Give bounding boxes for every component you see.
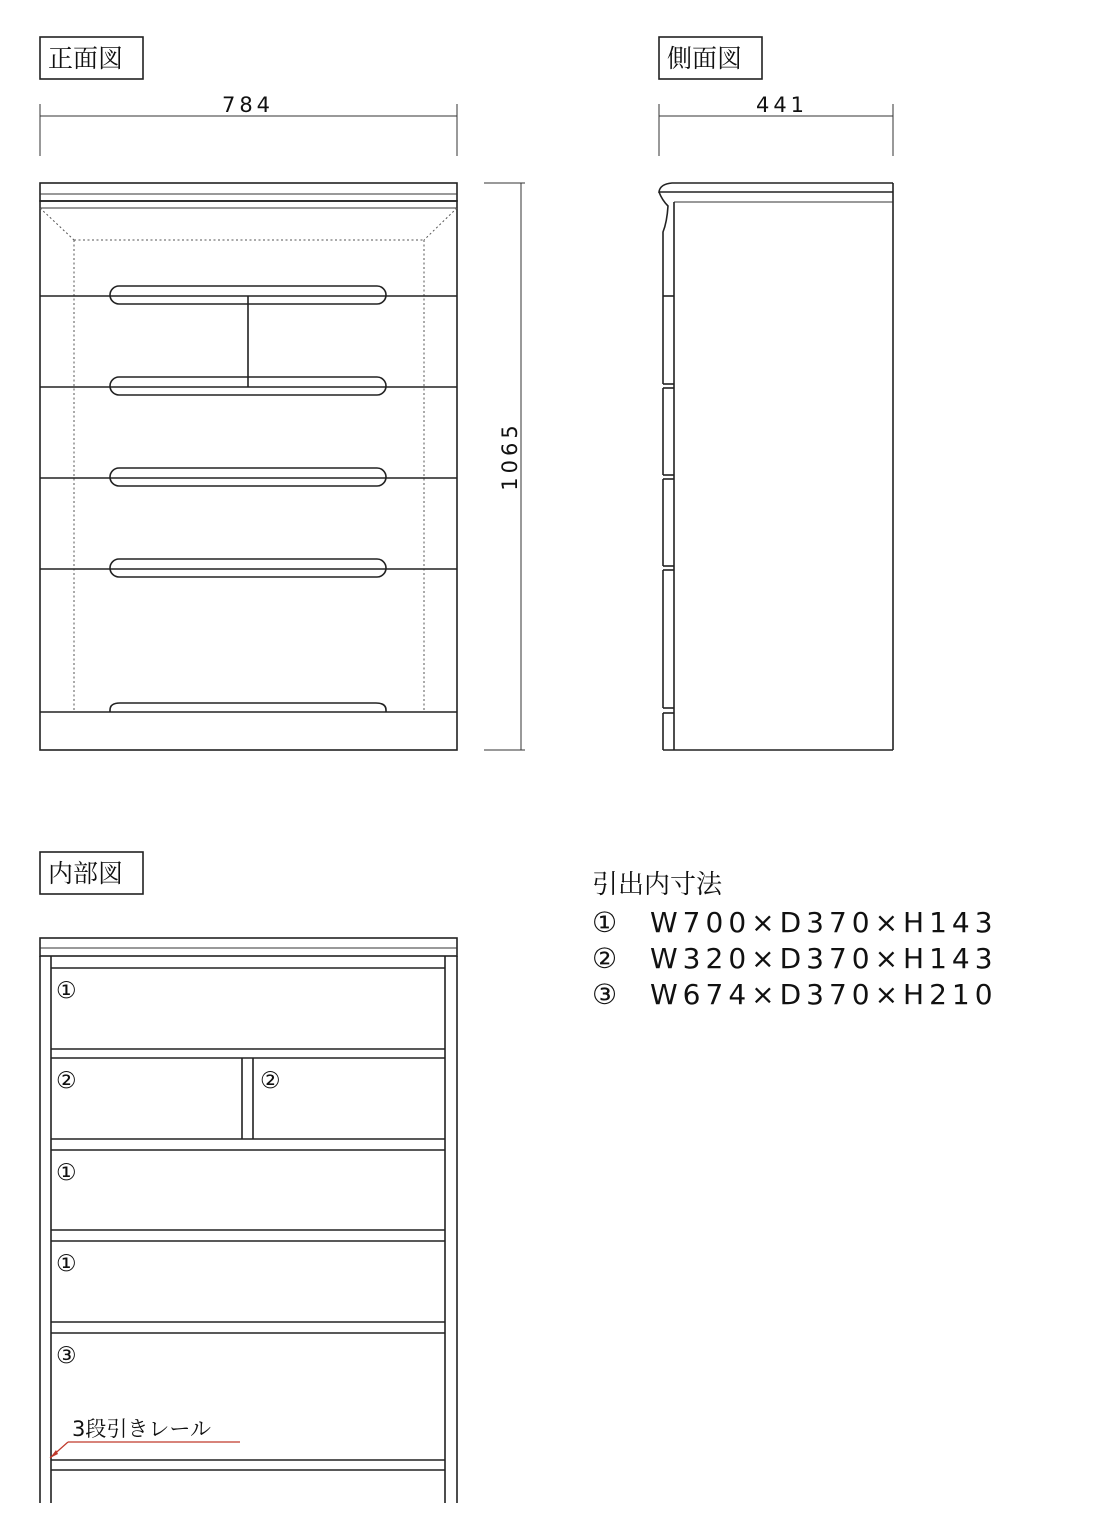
side-top-board: [659, 183, 893, 192]
side-view: [659, 37, 893, 750]
front-top-board: [40, 183, 457, 201]
front-view-title: 正面図: [48, 44, 124, 73]
height-dimension: [484, 183, 525, 750]
front-hidden-lines: [40, 208, 457, 712]
handle-3: [110, 468, 386, 486]
front-carcass: [40, 201, 457, 750]
side-drawer-profiles: [663, 296, 674, 750]
drawer-label-5: ③: [56, 1343, 77, 1369]
front-width-dimension: [40, 93, 457, 156]
rail-leader: [50, 1442, 240, 1458]
interior-view: [40, 852, 457, 1503]
drawer-label-2-right: ②: [260, 1068, 281, 1094]
interior-top-board: [40, 938, 457, 956]
spec-value-2: W320×D370×H143: [650, 942, 998, 975]
interior-shelves: [51, 1049, 445, 1470]
drawer-inner-dimensions: [592, 870, 998, 1011]
front-drawer-fronts: [40, 296, 457, 712]
spec-mark-1: ①: [592, 906, 623, 939]
handle-4: [110, 559, 386, 577]
spec-mark-3: ③: [592, 978, 623, 1011]
handle-bottom: [110, 703, 386, 712]
rail-note: 3段引きレール: [72, 1417, 211, 1441]
front-view: [40, 37, 525, 750]
spec-title: 引出内寸法: [592, 870, 723, 900]
drawer-label-3: ①: [56, 1160, 77, 1186]
spec-mark-2: ②: [592, 942, 623, 975]
side-depth-dimension: [659, 93, 893, 156]
side-depth-label: 441: [755, 93, 809, 117]
drawer-label-1: ①: [56, 978, 77, 1004]
spec-value-3: W674×D370×H210: [650, 978, 998, 1011]
side-view-title: 側面図: [667, 44, 743, 73]
spec-value-1: W700×D370×H143: [650, 906, 998, 939]
drawer-label-4: ①: [56, 1251, 77, 1277]
interior-view-title: 内部図: [48, 859, 124, 888]
front-width-label: 784: [221, 93, 275, 117]
drawer-label-2-left: ②: [56, 1068, 77, 1094]
height-label: 1065: [498, 421, 522, 491]
